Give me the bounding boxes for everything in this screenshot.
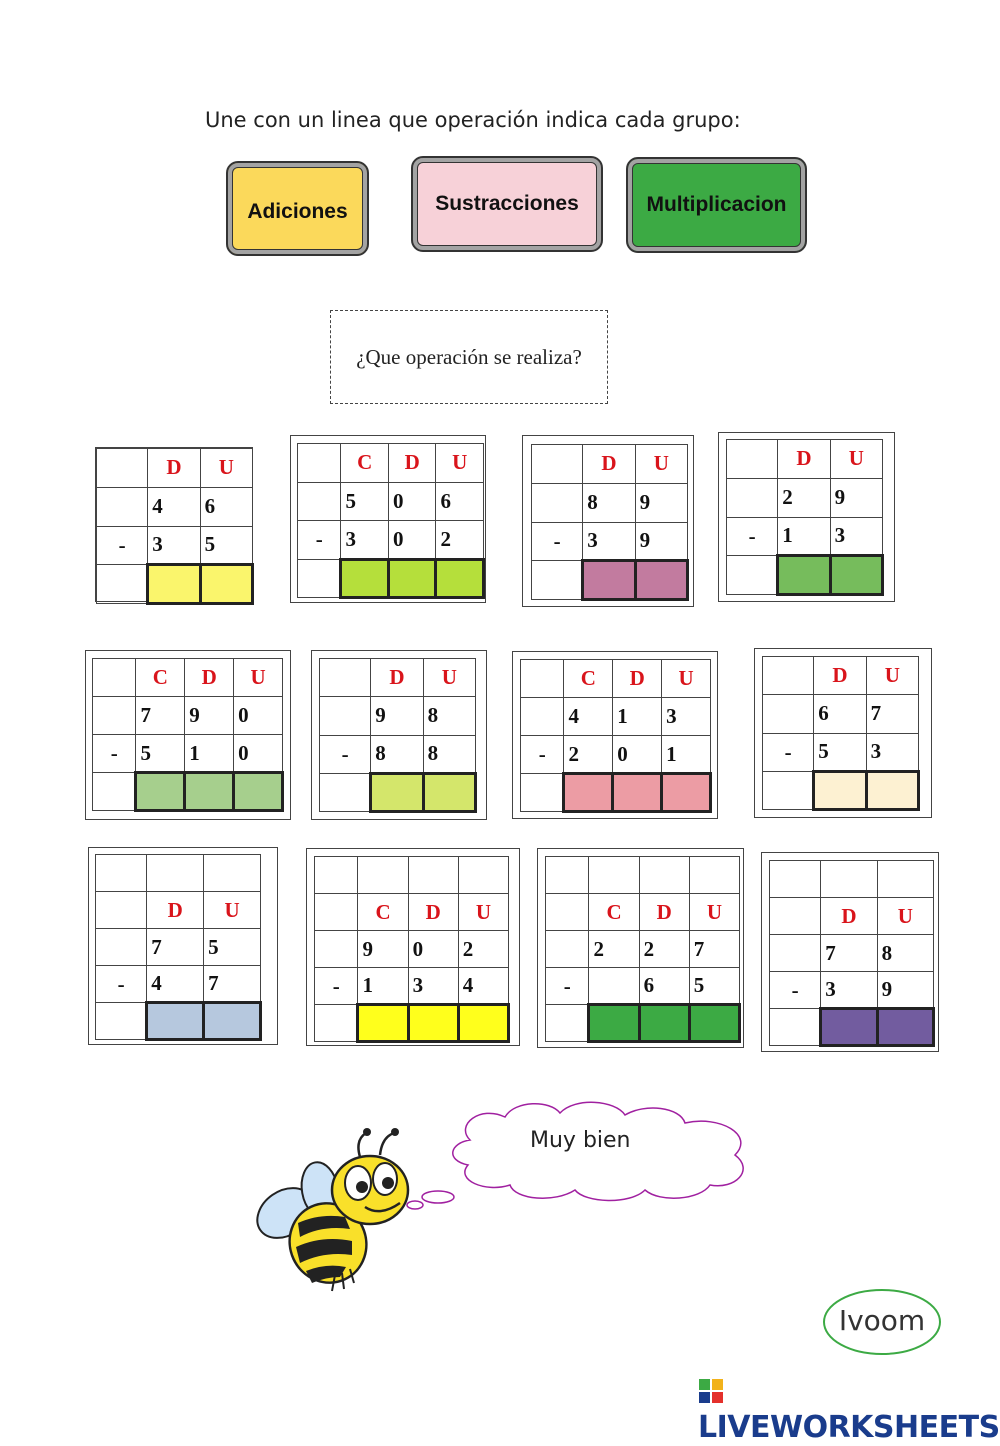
header-row [763,657,919,695]
place-value-header: D [814,657,866,695]
place-value-table [726,439,884,596]
header-row [770,898,934,935]
place-value-header: D [185,659,234,697]
digit-row [96,929,261,966]
digit-cell: 8 [583,483,635,522]
digit-row [96,966,261,1003]
operator-sign: - [546,968,589,1005]
empty-cell [532,561,583,600]
place-value-header: U [635,445,687,484]
empty-cell [298,482,341,521]
digit-cell: 1 [185,735,234,773]
digit-row [763,733,919,771]
digit-cell: 3 [821,972,877,1009]
place-value-header: D [371,659,423,697]
empty-cell [689,857,739,894]
place-value-table [769,860,935,1047]
place-value-header: C [358,894,408,931]
place-value-table [95,854,262,1041]
problem-card [95,447,253,602]
footer-logo[interactable] [698,1374,1000,1446]
header-row [546,894,740,931]
problem-card [761,852,939,1052]
operator-sign: - [298,521,341,560]
digit-cell: 2 [458,931,508,968]
digit-row [770,972,934,1009]
digit-row [546,931,740,968]
empty-cell [93,773,136,811]
digit-cell: 2 [639,931,689,968]
empty-cell [96,929,147,966]
answer-input-cell[interactable] [589,1005,639,1042]
bee-illustration [240,1095,760,1305]
digit-cell: 1 [778,517,830,556]
digit-row [532,483,688,522]
category-label: Multiplicacion [646,193,787,216]
place-value-header: D [147,892,204,929]
empty-cell [97,449,148,488]
place-value-header: U [423,659,475,697]
place-value-header: U [689,894,739,931]
answer-input-cell[interactable] [234,773,283,811]
digit-cell: 1 [662,736,711,774]
empty-cell [763,657,814,695]
answer-input-cell[interactable] [388,559,436,598]
problem-card [512,651,718,819]
answer-row [532,561,688,600]
empty-cell [93,659,136,697]
digit-row [546,968,740,1005]
digit-cell: 6 [814,695,866,733]
digit-cell: 5 [814,733,866,771]
footer-logo-text: LIVEWORKSHEETS [698,1410,1000,1445]
empty-cell [521,698,564,736]
digit-row [521,736,711,774]
digit-row [521,698,711,736]
answer-row [521,774,711,812]
answer-input-cell[interactable] [408,1005,458,1042]
header-row [96,892,261,929]
category-multiplicacion[interactable] [626,157,807,253]
empty-cell [521,660,564,698]
bee-head [332,1128,408,1224]
place-value-header: C [341,444,389,483]
digit-cell: 7 [821,935,877,972]
answer-input-cell[interactable] [830,556,882,595]
digit-cell: 4 [148,487,200,526]
problem-card [537,848,744,1048]
digit-cell: 9 [830,478,882,517]
answer-input-cell[interactable] [583,561,635,600]
empty-cell [532,483,583,522]
digit-cell: 6 [639,968,689,1005]
digit-row [727,478,883,517]
empty-cell [315,894,358,931]
empty-cell [521,774,564,812]
header-row [320,659,476,697]
digit-row [93,697,283,735]
digit-cell: 7 [204,966,261,1003]
digit-cell: 3 [583,522,635,561]
digit-cell: 0 [613,736,662,774]
digit-row [320,697,476,735]
answer-row [97,565,253,604]
place-value-header: U [234,659,283,697]
problem-card [311,650,487,820]
answer-input-cell[interactable] [635,561,687,600]
operator-sign: - [532,522,583,561]
digit-cell: 9 [877,972,933,1009]
answer-input-cell[interactable] [204,1003,261,1040]
answer-row [546,1005,740,1042]
empty-cell [320,697,371,735]
category-label: Adiciones [247,199,348,223]
answer-input-cell[interactable] [866,771,918,809]
operator-sign: - [763,733,814,771]
place-value-header: C [136,659,185,697]
empty-cell [770,935,821,972]
place-value-header: D [148,449,200,488]
digit-cell: 3 [341,521,389,560]
digit-cell: 1 [613,698,662,736]
answer-input-cell[interactable] [148,565,200,604]
place-value-table [319,658,477,813]
operator-sign: - [320,735,371,773]
empty-cell [727,556,778,595]
answer-input-cell[interactable] [341,559,389,598]
place-value-table [762,656,920,811]
digit-cell: 0 [388,521,436,560]
empty-cell [770,1009,821,1046]
digit-row [298,521,484,560]
empty-cell [298,559,341,598]
place-value-header: D [613,660,662,698]
empty-cell [546,857,589,894]
empty-cell [589,857,639,894]
answer-input-cell[interactable] [778,556,830,595]
place-value-header: C [589,894,639,931]
digit-cell: 7 [147,929,204,966]
digit-cell: 3 [148,526,200,565]
empty-cell [315,1005,358,1042]
digit-row [315,931,509,968]
empty-cell [204,855,261,892]
place-value-header: D [778,440,830,479]
digit-cell: 3 [662,698,711,736]
place-value-header: U [877,898,933,935]
digit-cell: 7 [866,695,918,733]
digit-row [763,695,919,733]
header-row [315,894,509,931]
place-value-header: U [436,444,484,483]
empty-cell [532,445,583,484]
answer-input-cell[interactable] [639,1005,689,1042]
digit-cell: 0 [234,735,283,773]
digit-cell: 5 [136,735,185,773]
place-value-table [531,444,689,601]
problem-card [718,432,895,602]
empty-cell [97,487,148,526]
digit-row [532,522,688,561]
answer-input-cell[interactable] [185,773,234,811]
place-value-header: U [662,660,711,698]
digit-row [93,735,283,773]
category-label: Sustracciones [435,192,579,215]
answer-row [96,1003,261,1040]
answer-input-cell[interactable] [689,1005,739,1042]
empty-cell [546,1005,589,1042]
answer-input-cell[interactable] [877,1009,933,1046]
digit-cell: 9 [635,483,687,522]
instruction-text: Une con un linea que operación indica cada grupo: [205,108,741,132]
operator-sign: - [97,526,148,565]
place-value-table [520,659,712,813]
answer-row [770,1009,934,1046]
operator-sign: - [727,517,778,556]
operator-sign: - [93,735,136,773]
empty-cell [763,771,814,809]
place-value-header: U [458,894,508,931]
place-value-table [297,443,485,599]
digit-cell: 5 [204,929,261,966]
digit-cell: 9 [185,697,234,735]
digit-cell: 6 [436,482,484,521]
answer-row [93,773,283,811]
place-value-table [96,448,254,605]
empty-cell [763,695,814,733]
problem-card [85,650,291,820]
digit-row [727,517,883,556]
digit-cell: 2 [589,931,639,968]
answer-input-cell[interactable] [814,771,866,809]
digit-cell: 4 [147,966,204,1003]
answer-input-cell[interactable] [662,774,711,812]
digit-row [770,861,934,898]
empty-cell [96,855,147,892]
bubble-text: Muy bien [530,1128,631,1153]
digit-cell: 8 [423,697,475,735]
place-value-header: U [866,657,918,695]
signature-text: Ivoom [838,1304,926,1337]
place-value-header: D [639,894,689,931]
problem-card [522,435,694,607]
digit-row [97,487,253,526]
digit-row [315,857,509,894]
problem-card [290,435,486,603]
digit-cell: 2 [436,521,484,560]
digit-cell: 5 [200,526,252,565]
digit-cell: 8 [371,735,423,773]
digit-cell: 3 [866,733,918,771]
empty-cell [727,478,778,517]
digit-cell: 0 [234,697,283,735]
problem-card [306,848,520,1046]
place-value-header: U [204,892,261,929]
digit-row [546,857,740,894]
digit-row [298,482,484,521]
answer-row [298,559,484,598]
digit-cell: 5 [689,968,739,1005]
answer-input-cell[interactable] [371,773,423,811]
digit-cell: 8 [423,735,475,773]
digit-cell: 3 [408,968,458,1005]
digit-cell [589,968,639,1005]
digit-cell: 4 [564,698,613,736]
header-row [532,445,688,484]
category-sustracciones[interactable] [411,156,603,252]
digit-cell: 9 [371,697,423,735]
empty-cell [877,861,933,898]
answer-input-cell[interactable] [136,773,185,811]
place-value-table [92,658,284,812]
place-value-header: D [388,444,436,483]
answer-row [763,771,919,809]
empty-cell [546,894,589,931]
header-row [93,659,283,697]
empty-cell [147,855,204,892]
digit-row [315,968,509,1005]
empty-cell [96,892,147,929]
empty-cell [408,857,458,894]
answer-input-cell[interactable] [436,559,484,598]
answer-input-cell[interactable] [358,1005,408,1042]
digit-cell: 9 [635,522,687,561]
answer-input-cell[interactable] [821,1009,877,1046]
digit-cell: 7 [689,931,739,968]
empty-cell [315,857,358,894]
empty-cell [770,861,821,898]
empty-cell [93,697,136,735]
empty-cell [546,931,589,968]
digit-cell: 0 [408,931,458,968]
place-value-header: U [200,449,252,488]
header-row [97,449,253,488]
operator-sign: - [96,966,147,1003]
answer-input-cell[interactable] [613,774,662,812]
answer-row [315,1005,509,1042]
empty-cell [315,931,358,968]
question-text: ¿Que operación se realiza? [356,344,582,369]
problem-card [754,648,932,818]
digit-cell: 0 [388,482,436,521]
place-value-header: D [821,898,877,935]
question-box [330,310,608,404]
signature-logo [820,1284,948,1362]
place-value-header: U [830,440,882,479]
digit-row [320,735,476,773]
problem-card [88,847,278,1045]
digit-cell: 6 [200,487,252,526]
empty-cell [298,444,341,483]
header-row [727,440,883,479]
answer-row [320,773,476,811]
empty-cell [320,773,371,811]
place-value-table [314,856,510,1043]
place-value-table [545,856,741,1043]
answer-input-cell[interactable] [147,1003,204,1040]
category-adiciones[interactable] [226,161,369,256]
header-row [298,444,484,483]
answer-input-cell[interactable] [458,1005,508,1042]
empty-cell [320,659,371,697]
digit-cell: 9 [358,931,408,968]
empty-cell [358,857,408,894]
digit-cell: 4 [458,968,508,1005]
empty-cell [821,861,877,898]
digit-cell: 8 [877,935,933,972]
place-value-header: D [583,445,635,484]
digit-row [97,526,253,565]
digit-cell: 3 [830,517,882,556]
operator-sign: - [770,972,821,1009]
digit-cell: 2 [778,478,830,517]
empty-cell [639,857,689,894]
digit-cell: 5 [341,482,389,521]
digit-row [96,855,261,892]
digit-cell: 2 [564,736,613,774]
digit-cell: 1 [358,968,408,1005]
operator-sign: - [315,968,358,1005]
digit-row [770,935,934,972]
empty-cell [727,440,778,479]
header-row [521,660,711,698]
liveworksheets-logo-icon [698,1378,724,1404]
operator-sign: - [521,736,564,774]
answer-input-cell[interactable] [423,773,475,811]
empty-cell [97,565,148,604]
answer-row [727,556,883,595]
place-value-header: C [564,660,613,698]
digit-cell: 7 [136,697,185,735]
thought-bubble [407,1102,743,1209]
empty-cell [96,1003,147,1040]
answer-input-cell[interactable] [200,565,252,604]
empty-cell [770,898,821,935]
answer-input-cell[interactable] [564,774,613,812]
place-value-header: D [408,894,458,931]
empty-cell [458,857,508,894]
